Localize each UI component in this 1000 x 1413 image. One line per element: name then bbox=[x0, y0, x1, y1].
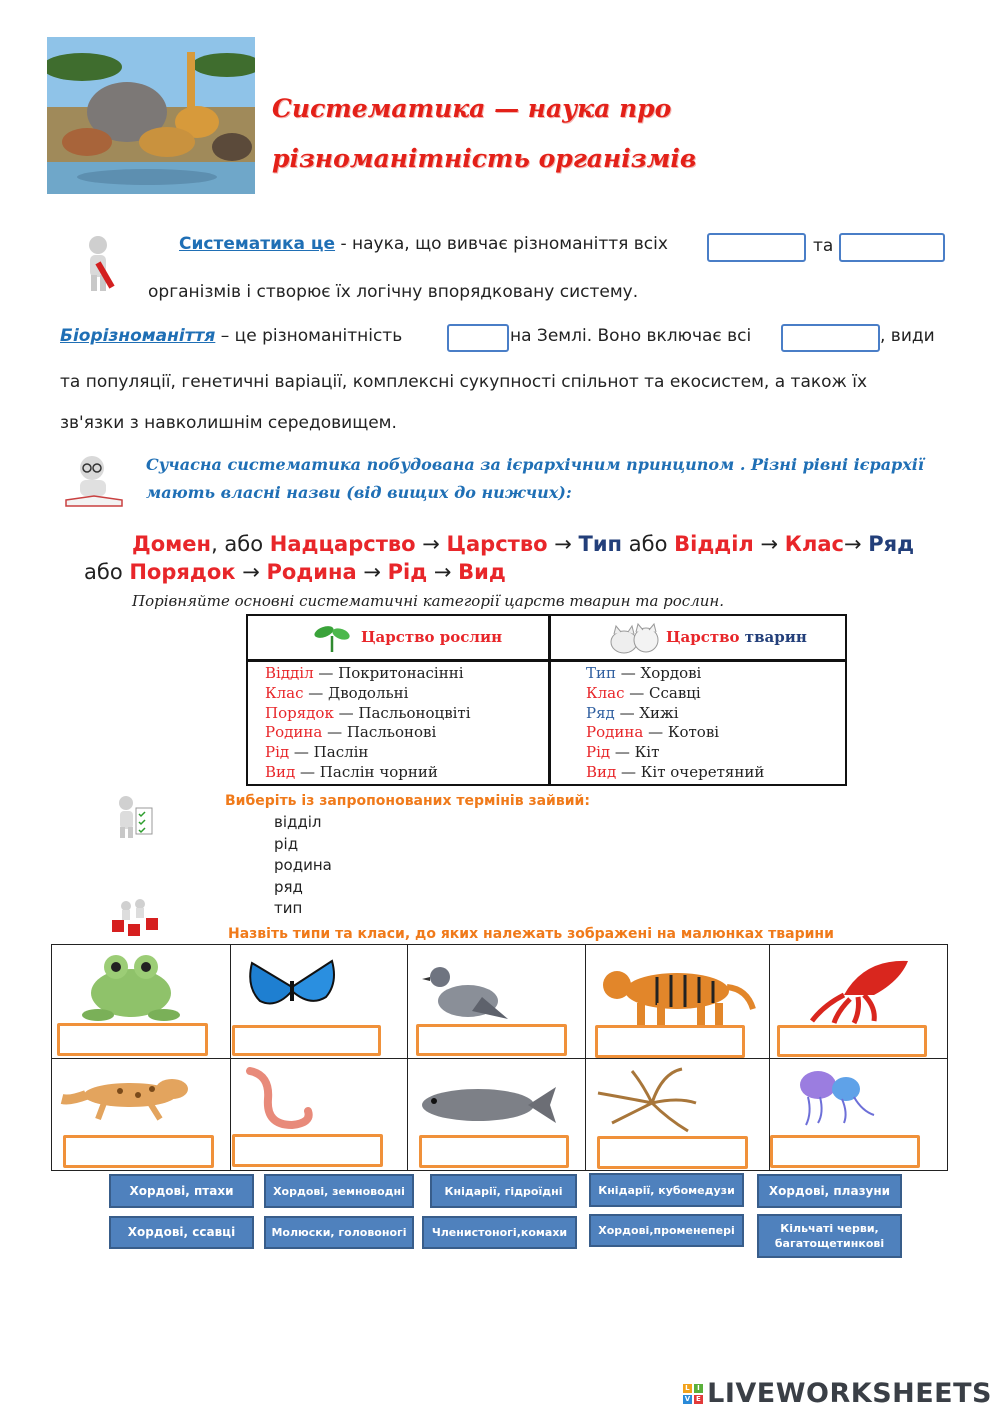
reading-man-icon bbox=[62, 452, 126, 514]
rank-genus: Рід bbox=[387, 560, 428, 584]
answer-input-4[interactable] bbox=[781, 324, 880, 352]
frog-image bbox=[76, 951, 186, 1029]
plants-row: Родина — Пасльонові bbox=[265, 723, 437, 742]
option-item[interactable]: рід bbox=[274, 834, 299, 853]
rank-class: Клас bbox=[784, 532, 844, 556]
animals-row: Тип — Хордові bbox=[586, 664, 702, 682]
hero-animals-image bbox=[47, 37, 255, 194]
option-item[interactable]: ряд bbox=[274, 877, 303, 896]
plants-row: Вид — Паслін чорний bbox=[265, 762, 438, 781]
animals-column bbox=[586, 664, 764, 783]
odd-one-options bbox=[274, 812, 332, 920]
rank-family: Родина bbox=[266, 560, 357, 584]
compare-instruction: Порівняйте основні систематичні категорії царств тварин та рослин. bbox=[132, 592, 725, 610]
answer-chip[interactable]: Молюски, головоногі bbox=[264, 1216, 414, 1249]
hierarchy-line-1: Домен, або Надцарство → Царство → Тип або Відділ → Клас→ Ряд bbox=[132, 532, 915, 556]
hierarchy-line-2 bbox=[84, 558, 506, 586]
biodiversity-line-3: зв'язки з навколишнім середовищем. bbox=[60, 413, 397, 433]
animal-answer-input[interactable] bbox=[232, 1134, 383, 1167]
animal-answer-input[interactable] bbox=[597, 1136, 748, 1169]
fish-image bbox=[418, 1081, 558, 1133]
animals-row: Родина — Котові bbox=[586, 723, 720, 742]
answer-chip[interactable]: Хордові, ссавці bbox=[109, 1216, 254, 1249]
rank-division: Відділ bbox=[674, 532, 754, 556]
animals-question: Назвіть типи та класи, до яких належать зображені на малюнках тварини bbox=[228, 926, 834, 942]
answer-chip[interactable]: Кнідарії, гідроїдні bbox=[430, 1174, 577, 1208]
answer-chip[interactable]: Кнідарії, кубомедузи bbox=[589, 1173, 744, 1207]
worm-image bbox=[242, 1065, 322, 1139]
gecko-image bbox=[60, 1071, 200, 1131]
answer-input-2[interactable] bbox=[839, 233, 945, 262]
or-word: , або bbox=[211, 532, 270, 556]
animal-answer-input[interactable] bbox=[232, 1025, 381, 1056]
option-item[interactable]: родина bbox=[274, 856, 332, 874]
answer-chip[interactable]: Членистоногі,комахи bbox=[422, 1216, 577, 1249]
hydroid-image bbox=[592, 1063, 702, 1139]
answer-chip[interactable]: Хордові, земноводні bbox=[264, 1174, 414, 1208]
biodiversity-line-2: та популяції, генетичні варіації, комплексні сукупності спільнот та екосистем, а також їх bbox=[60, 372, 868, 392]
page-title: Систематика — наука про різноманітність організмів bbox=[272, 94, 697, 173]
hierarchy-note: Сучасна систематика побудована за ієрархічним принципом . Різні рівні ієрархії мають власні назви (від вищих до нижчих): bbox=[146, 455, 924, 502]
biodiversity-text-3: , види bbox=[880, 326, 935, 346]
animal-answer-input[interactable] bbox=[63, 1135, 214, 1168]
liveworksheets-brand: LIVEWORKSHEETS bbox=[707, 1378, 992, 1409]
answer-input-3[interactable] bbox=[447, 324, 509, 352]
or-word: або bbox=[84, 560, 130, 584]
rank-kingdom: Царство bbox=[446, 532, 548, 556]
puzzle-people-icon bbox=[106, 896, 164, 944]
animal-answer-input[interactable] bbox=[419, 1135, 569, 1168]
odd-one-question: Виберіть із запропонованих термінів зайвий: bbox=[225, 793, 590, 809]
animals-row: Ряд — Хижі bbox=[586, 703, 679, 722]
answer-chip[interactable]: Хордові, птахи bbox=[109, 1174, 254, 1208]
animal-answer-input[interactable] bbox=[595, 1025, 745, 1058]
arrow: → bbox=[427, 560, 459, 584]
definition-text-1: - наука, що вивчає різноманіття всіх bbox=[335, 234, 668, 254]
liveworksheets-logo[interactable] bbox=[683, 1378, 992, 1409]
animal-answer-input[interactable] bbox=[777, 1025, 927, 1057]
arrow: → bbox=[235, 560, 267, 584]
animal-answer-input[interactable] bbox=[57, 1023, 208, 1056]
animals-header bbox=[666, 628, 807, 646]
option-item[interactable]: відділ bbox=[274, 813, 322, 831]
answer-chip[interactable]: Хордові,променепері bbox=[589, 1214, 744, 1247]
squid-image bbox=[804, 955, 914, 1029]
liveworksheets-logo-icon: L I V E bbox=[684, 1383, 702, 1403]
arrow: → bbox=[753, 532, 785, 556]
plants-header: Царство рослин bbox=[361, 628, 503, 646]
animals-header-a: Царство bbox=[666, 628, 740, 646]
plants-row: Клас — Дводольні bbox=[265, 683, 409, 702]
checklist-man-icon bbox=[108, 794, 160, 844]
answer-chip[interactable]: Кільчаті черви, багатощетинкові bbox=[757, 1214, 902, 1258]
animals-grid bbox=[51, 944, 948, 1171]
arrow: → bbox=[356, 560, 388, 584]
arrow: → bbox=[415, 532, 447, 556]
rank-row: Ряд bbox=[868, 532, 915, 556]
animal-answer-input[interactable] bbox=[770, 1135, 920, 1168]
animals-header-b: тварин bbox=[744, 628, 807, 646]
definition-line-1 bbox=[179, 234, 668, 254]
plants-row: Порядок — Пасльоноцвіті bbox=[265, 703, 471, 722]
arrow: → bbox=[547, 532, 579, 556]
definition-line-2: організмів і створює їх логічну впорядковану систему. bbox=[148, 282, 639, 302]
animal-answer-input[interactable] bbox=[416, 1024, 567, 1056]
biodiversity-term: Біорізноманіття bbox=[60, 326, 216, 346]
pencil-man-icon bbox=[74, 233, 124, 299]
rank-domain: Домен bbox=[132, 532, 212, 556]
butterfly-image bbox=[246, 957, 338, 1021]
definition-connector: та bbox=[813, 236, 834, 256]
animals-row: Клас — Ссавці bbox=[586, 683, 701, 702]
animals-row: Рід — Кіт bbox=[586, 743, 660, 762]
cat-icon bbox=[608, 620, 660, 660]
or-word: або bbox=[622, 532, 675, 556]
option-item[interactable]: тип bbox=[274, 899, 303, 917]
biodiversity-text-2: на Землі. Воно включає всі bbox=[510, 326, 752, 346]
pigeon-image bbox=[422, 959, 508, 1031]
rank-type: Тип bbox=[578, 532, 623, 556]
animals-row: Вид — Кіт очеретяний bbox=[586, 762, 765, 781]
jellyfish-image bbox=[788, 1063, 898, 1131]
rank-order: Порядок bbox=[129, 560, 236, 584]
plants-row: Рід — Паслін bbox=[265, 743, 369, 762]
rank-species: Вид bbox=[458, 560, 506, 584]
answer-chip[interactable]: Хордові, плазуни bbox=[757, 1174, 902, 1208]
rank-superkingdom: Надцарство bbox=[269, 532, 416, 556]
biodiversity-line-1 bbox=[60, 326, 402, 346]
definition-term: Систематика це bbox=[179, 234, 336, 254]
comparison-table bbox=[246, 614, 847, 786]
biodiversity-text-1: – це різноманітність bbox=[220, 326, 403, 346]
answer-input-1[interactable] bbox=[707, 233, 806, 262]
plants-column bbox=[265, 664, 471, 783]
tiger-image bbox=[597, 959, 757, 1035]
plants-row: Відділ — Покритонасінні bbox=[265, 664, 464, 682]
sprout-icon bbox=[312, 622, 352, 658]
